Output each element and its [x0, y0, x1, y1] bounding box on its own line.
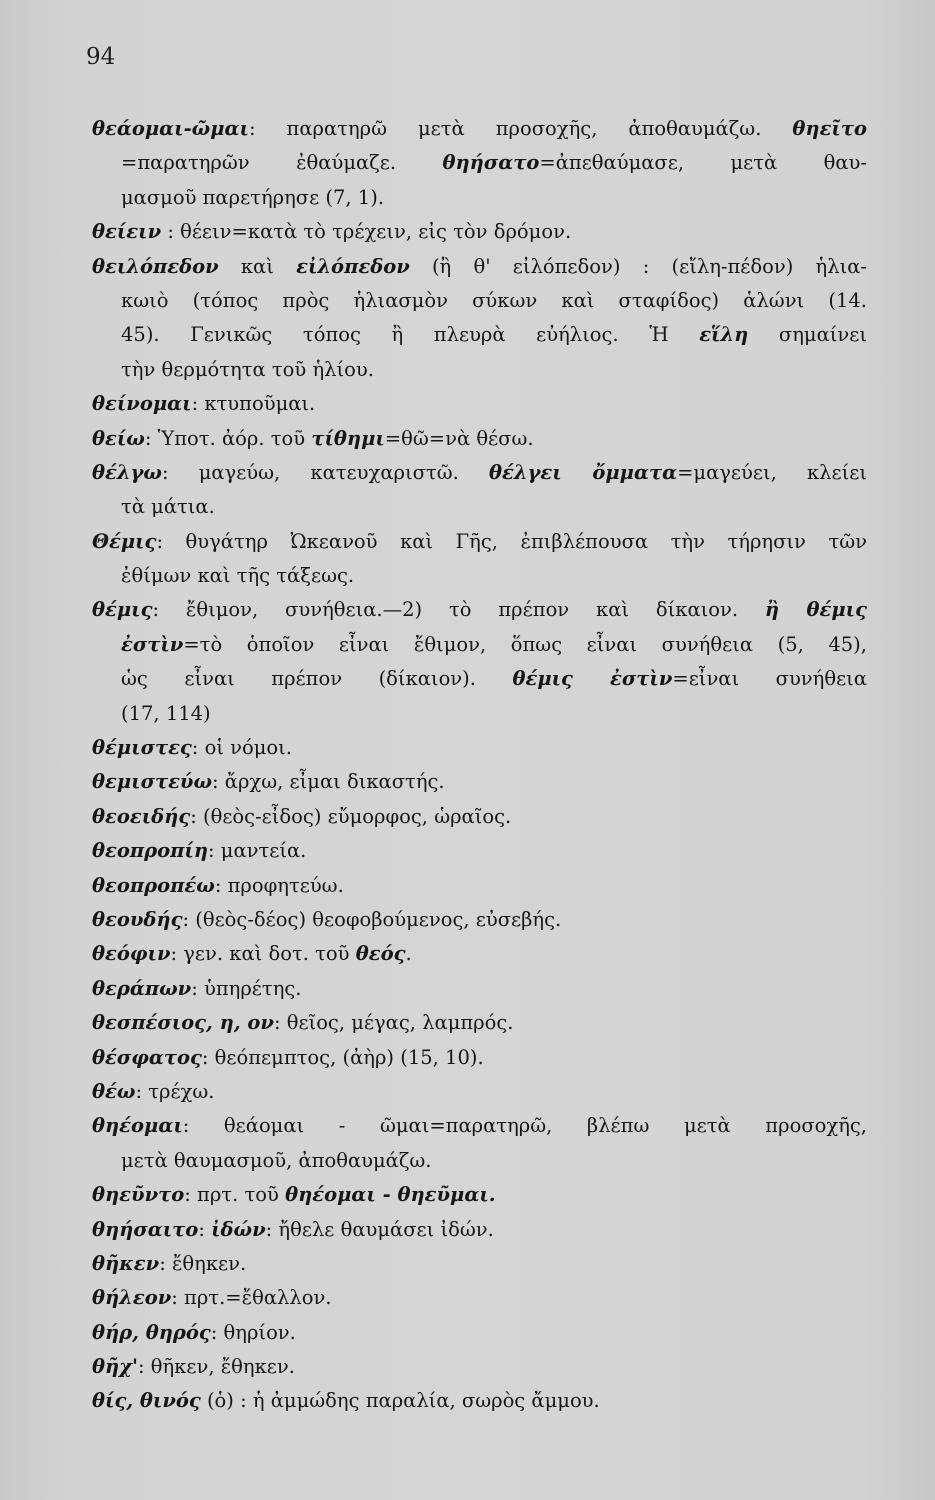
entry-line	[92, 869, 867, 903]
entry-line	[92, 146, 867, 180]
definition-text: : ὑπηρέτης.	[191, 976, 302, 1000]
definition-text: : θεόπεμπτος, (ἀὴρ) (15, 10).	[201, 1045, 484, 1069]
headword: εἵλη	[699, 323, 749, 347]
glossary-entry	[92, 112, 867, 215]
entry-line	[92, 628, 867, 662]
definition-text: : θεῖος, μέγας, λαμπρός.	[273, 1011, 514, 1035]
definition-text: : (θεὸς-δέος) θεοφοβούμενος, εὐσεβής.	[182, 907, 562, 931]
headword: θέμιστες	[92, 736, 192, 760]
glossary-entry	[92, 869, 867, 903]
definition-text: τὰ μάτια.	[121, 495, 215, 519]
definition-text: : μαγεύω, κατευχαριστῶ.	[161, 460, 489, 484]
definition-text: μετὰ θαυμασμοῦ, ἀποθαυμάζω.	[121, 1148, 432, 1172]
entry-line	[92, 353, 867, 387]
glossary-entry	[92, 1281, 867, 1315]
definition-text: ἐθίμων καὶ τῆς τάξεως.	[121, 564, 355, 588]
glossary-entry	[92, 422, 867, 456]
definition-text: =εἶναι συνήθεια	[672, 667, 867, 691]
headword: θέλγω	[92, 460, 162, 484]
entry-line	[92, 490, 867, 524]
headword: θήρ, θηρός	[92, 1320, 211, 1344]
definition-text: καὶ	[218, 254, 297, 278]
entry-line	[92, 456, 867, 490]
headword: εἰλόπεδον	[296, 254, 410, 278]
headword: ἐστὶν	[121, 632, 184, 656]
headword: θεοπροπέω	[92, 873, 215, 897]
definition-text: : μαντεία.	[208, 839, 307, 863]
entry-line	[92, 1213, 867, 1247]
entry-line	[92, 903, 867, 937]
definition-text: : θυγάτηρ Ὠκεανοῦ καὶ Γῆς, ἐπιβλέπουσα τὴν τήρησιν τῶν	[156, 529, 867, 553]
glossary-entry	[92, 731, 867, 765]
headword: θῆκεν	[92, 1251, 160, 1275]
headword: ἢ θέμις	[764, 598, 867, 622]
page-number: 94	[86, 44, 116, 70]
entry-line	[92, 1247, 867, 1281]
entry-line	[92, 937, 867, 971]
glossary-entry	[92, 1178, 867, 1212]
headword: θειλόπεδον	[92, 254, 219, 278]
definition-text: : προφητεύω.	[214, 873, 344, 897]
entry-line	[92, 1075, 867, 1109]
entry-line	[92, 731, 867, 765]
definition-text: : θηρίον.	[210, 1320, 296, 1344]
headword: θέσφατος	[92, 1045, 202, 1069]
definition-text: : Ὑποτ. ἀόρ. τοῦ	[144, 426, 312, 450]
definition-text: 45). Γενικῶς τόπος ἢ πλευρὰ εὐήλιος. Ἡ	[121, 323, 700, 347]
definition-text: =μαγεύει, κλείει	[677, 460, 868, 484]
entry-line	[92, 525, 867, 559]
glossary-entry	[92, 1109, 867, 1178]
entry-line	[92, 559, 867, 593]
glossary-entry	[92, 1247, 867, 1281]
entry-line	[92, 765, 867, 799]
glossary-entry	[92, 1075, 867, 1109]
definition-text: =θῶ=νὰ θέσω.	[384, 426, 534, 450]
definition-text: : κτυποῦμαι.	[191, 392, 316, 416]
definition-text: : πρτ.=ἔθαλλον.	[171, 1286, 332, 1310]
entry-line	[92, 662, 867, 696]
glossary-entry	[92, 215, 867, 249]
entry-line	[92, 1109, 867, 1143]
headword: Θέμις	[92, 529, 157, 553]
entry-line	[92, 800, 867, 834]
headword: θηήσατο	[442, 151, 540, 175]
definition-text: κωιὸ (τόπος πρὸς ἡλιασμὸν σύκων καὶ σταφίδος) ἁλώνι (14.	[121, 288, 867, 312]
entry-line	[92, 972, 867, 1006]
glossary-entry	[92, 1213, 867, 1247]
headword: θέμις	[92, 598, 153, 622]
headword: θηέομαι - θηεῦμαι.	[285, 1183, 496, 1207]
definition-text: (17, 114)	[121, 701, 211, 725]
definition-text: τὴν θερμότητα τοῦ ἡλίου.	[121, 357, 374, 381]
entry-line	[92, 387, 867, 421]
definition-text: (ἢ θ' εἰλόπεδον) : (εἴλη-πέδον) ἡλια-	[409, 254, 867, 278]
entry-line	[92, 1006, 867, 1040]
headword: θεόφιν	[92, 942, 171, 966]
definition-text: : ἔθηκεν.	[159, 1251, 247, 1275]
entry-line	[92, 422, 867, 456]
definition-text: : παρατηρῶ μετὰ προσοχῆς, ἀποθαυμάζω.	[248, 117, 793, 140]
definition-text: : ἔθιμον, συνήθεια.—2) τὸ πρέπον καὶ δίκαιον.	[152, 598, 765, 622]
headword: τίθημι	[311, 426, 385, 450]
glossary-entry	[92, 937, 867, 971]
glossary-entry	[92, 456, 867, 525]
headword: θεμιστεύω	[92, 770, 213, 794]
headword: θήλεον	[92, 1286, 172, 1310]
headword: θίς, θινός	[92, 1389, 201, 1413]
glossary-entries	[92, 112, 867, 1419]
entry-line	[92, 1178, 867, 1212]
headword: θεοπροπίη	[92, 839, 209, 863]
entry-line	[92, 1144, 867, 1178]
glossary-entry	[92, 1350, 867, 1384]
definition-text: : πρτ. τοῦ	[184, 1183, 286, 1207]
glossary-entry	[92, 1384, 867, 1418]
headword: θεοειδής	[92, 804, 191, 828]
definition-text: : θεάομαι - ῶμαι=παρατηρῶ, βλέπω μετὰ προσοχῆς,	[182, 1114, 867, 1138]
definition-text: =παρατηρῶν ἐθαύμαζε.	[121, 151, 443, 175]
headword: θῆχ'	[92, 1355, 138, 1379]
entry-line	[92, 593, 867, 627]
glossary-entry	[92, 903, 867, 937]
entry-line	[92, 284, 867, 318]
headword: θεός	[355, 942, 406, 966]
glossary-entry	[92, 972, 867, 1006]
entry-line	[92, 250, 867, 284]
glossary-entry	[92, 525, 867, 594]
definition-text: : θῆκεν, ἔθηκεν.	[137, 1355, 295, 1379]
headword: ἰδών	[211, 1217, 266, 1241]
glossary-entry	[92, 834, 867, 868]
headword: θηήσαιτο	[92, 1217, 199, 1241]
entry-line	[92, 1384, 867, 1418]
definition-text: : ἄρχω, εἶμαι δικαστής.	[212, 770, 445, 794]
headword: θείειν	[92, 220, 162, 244]
glossary-entry	[92, 800, 867, 834]
definition-text: :	[198, 1217, 212, 1241]
glossary-entry	[92, 1041, 867, 1075]
definition-text: μασμοῦ παρετήρησε (7, 1).	[121, 185, 385, 209]
glossary-entry	[92, 1316, 867, 1350]
headword: θεράπων	[92, 976, 192, 1000]
definition-text: .	[405, 942, 412, 966]
headword: θηεῖτο	[792, 117, 867, 140]
entry-line	[92, 1041, 867, 1075]
definition-text: =ἀπεθαύμασε, μετὰ θαυ-	[539, 151, 868, 175]
glossary-entry	[92, 250, 867, 388]
headword: θέμις ἐστὶν	[512, 667, 673, 691]
definition-text: : γεν. καὶ δοτ. τοῦ	[170, 942, 356, 966]
glossary-entry	[92, 387, 867, 421]
headword: θείνομαι	[92, 392, 192, 416]
headword: θεουδής	[92, 907, 183, 931]
entry-line	[92, 318, 867, 352]
entry-line	[92, 1350, 867, 1384]
definition-text: ὡς εἶναι πρέπον (δίκαιον).	[121, 667, 513, 691]
definition-text: =τὸ ὁποῖον εἶναι ἔθιμον, ὅπως εἶναι συνήθεια (5, 45),	[183, 632, 867, 656]
definition-text: : οἱ νόμοι.	[191, 736, 293, 760]
definition-text: : θέειν=κατὰ τὸ τρέχειν, εἰς τὸν δρόμον.	[161, 220, 572, 244]
definition-text: : (θεὸς-εἶδος) εὔμορφος, ὡραῖος.	[190, 804, 512, 828]
entry-line	[92, 1316, 867, 1350]
entry-line	[92, 834, 867, 868]
headword: θεάομαι-ῶμαι	[92, 117, 249, 140]
entry-line	[92, 1281, 867, 1315]
glossary-entry	[92, 765, 867, 799]
definition-text: σημαίνει	[748, 323, 867, 347]
definition-text: : ἤθελε θαυμάσει ἰδών.	[265, 1217, 494, 1241]
headword: θηέομαι	[92, 1114, 183, 1138]
headword: θείω	[92, 426, 145, 450]
glossary-entry	[92, 593, 867, 731]
entry-line	[92, 215, 867, 249]
glossary-entry	[92, 1006, 867, 1040]
headword: θέω	[92, 1079, 136, 1103]
headword: θεσπέσιος, η, ον	[92, 1011, 274, 1035]
headword: θέλγει ὄμματα	[488, 460, 678, 484]
entry-line	[92, 181, 867, 215]
definition-text: : τρέχω.	[135, 1079, 215, 1103]
headword: θηεῦντο	[92, 1183, 185, 1207]
entry-line	[92, 112, 867, 146]
entry-line	[92, 697, 867, 731]
definition-text: (ὁ) : ἡ ἀμμώδης παραλία, σωρὸς ἄμμου.	[200, 1389, 600, 1413]
